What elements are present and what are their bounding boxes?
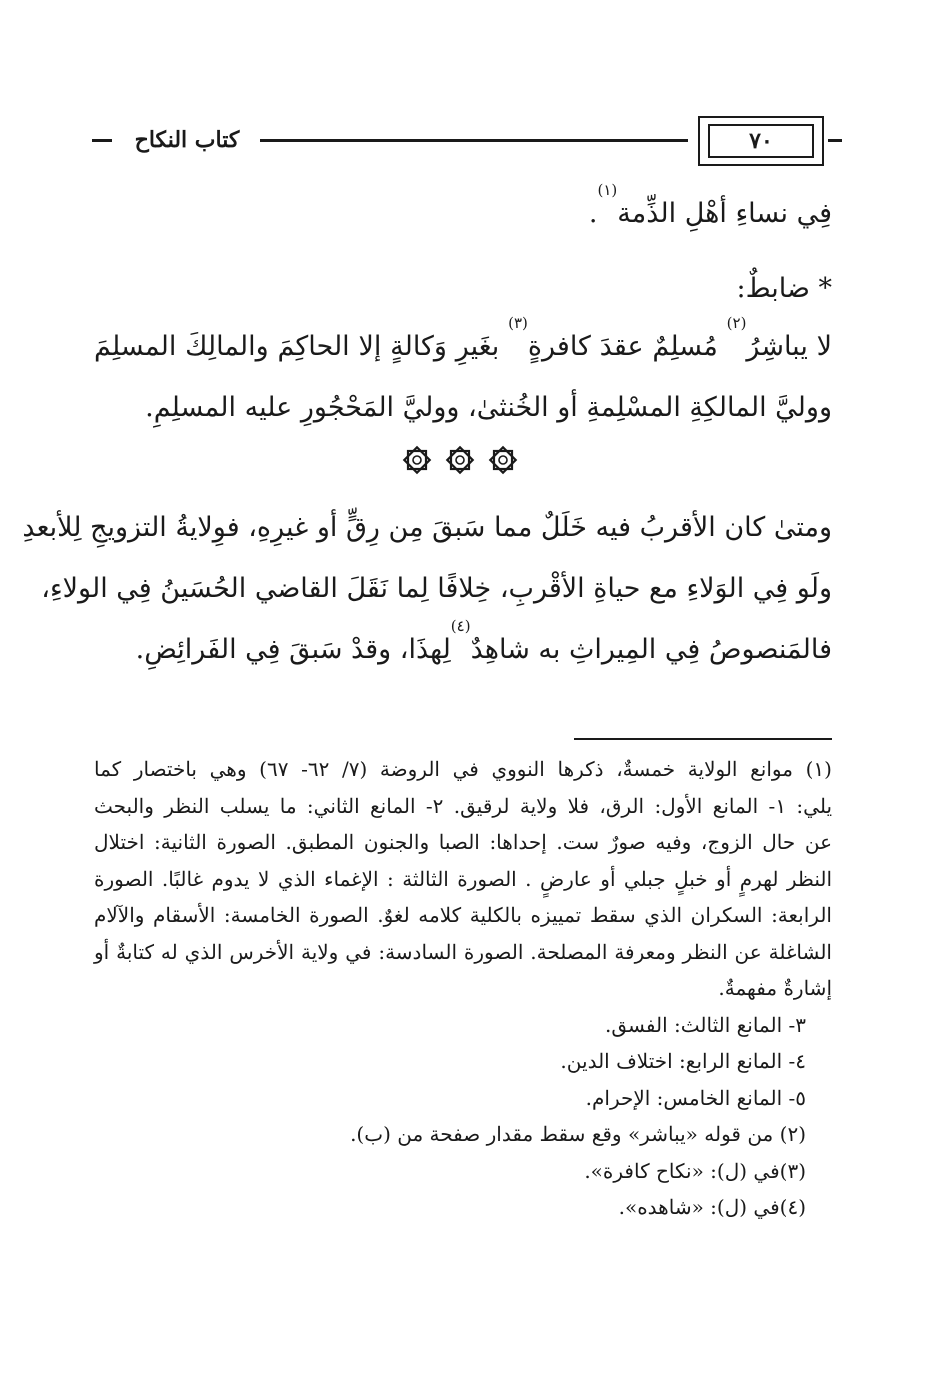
footnote-ref-4: (٤) [450,617,471,635]
paragraph-1-text: فِي نساءِ أهْلِ الذِّمة [617,198,832,229]
footnote-1-line: عن حال الزوج، وفيه صورٌ ست. إحداها: الصبا والجنون المطبق. الصورة الثانية: اختلال [94,830,832,854]
paragraph-2-line-1b: مُسلِمٌ عقدَ كافرةٍ [527,331,718,362]
footnote-ref-2: (٢) [726,314,747,332]
footnote-separator [574,738,832,740]
footnote-ref-1: (١) [597,181,618,199]
footnote-1-line: إشارةٌ مفهمةٌ. [718,976,832,1000]
section-heading-text: * ضابطٌ: [736,273,832,304]
ornament-star-icon [443,443,477,477]
running-title: كتاب النكاح [134,127,240,153]
footnote-1-item: ٤- المانع الرابع: اختلاف الدين. [560,1049,806,1073]
footnote-2: (٢) من قوله «يباشر» وقع سقط مقدار صفحة من (ب). [350,1122,806,1146]
page-header [92,112,838,170]
header-rule-middle [260,139,688,142]
footnote-1-item: ٣- المانع الثالث: الفسق. [605,1012,806,1037]
footnote-1-line: النظر لهرمٍ أو خبلٍ جبلي أو عارضٍ . الصورة الثالثة : الإغماء الذي لا يدوم غالبًا. الصورة [94,866,832,891]
section-heading [94,258,832,319]
paragraph-2-line-2: ووليَّ المالكِةِ المسْلِمةِ أو الخُنثىٰ، ووليَّ المَحْجُورِ عليه المسلِمِ. [145,392,832,423]
paragraph-3 [22,497,832,680]
paragraph-3-line-3b: لِهذَا، وقدْ سَبقَ فِي الفَرائِضِ. [135,634,451,665]
paragraph-1-end: . [588,198,598,229]
footnotes [94,751,832,1226]
paragraph-3-line-1: ومتىٰ كان الأقربُ فيه خَلَلٌ مما سَبقَ مِن رِقٍّ أو غيرِهِ، فوِلايةُ التزويجِ لِلأبعدِ [22,512,832,543]
header-rule-left [92,139,112,142]
footnote-1-line: الرابعة: السكران الذي سقط تمييزه بالكلية كلامه لغوٌ. الصورة الخامسة: الأسقام والآلام [94,903,832,927]
footnote-1-line: الشاغلة عن النظر ومعرفة المصلحة. الصورة السادسة: في ولاية الأخرس الذي له كتابةٌ أو [94,939,832,964]
footnote-3: (٣)في (ل): «نكاح كافرة». [584,1158,806,1183]
footnote-1-line: يلي: ١- المانع الأول: الرق، فلا ولاية لرقيق. ٢- المانع الثاني: ما يسلب النظر والبحث [94,793,833,818]
paragraph-2 [94,316,832,438]
footnote-ref-3: (٣) [508,314,528,332]
ornament-star-icon [486,443,520,477]
paragraph-3-line-3a: فالمَنصوصُ فِي المِيراثِ به شاهِدٌ [470,634,832,665]
paragraph-2-line-1c: بغَيرِ وَكالةٍ إلا الحاكِمَ والمالِكَ المسلِمَ [94,331,500,362]
paragraph-3-line-2: ولَو فِي الوَلاءِ مع حياةِ الأقْربِ، خِلافًا لِما نَقَلَ القاضي الحُسَينُ فِي الولاءِ، [41,573,832,604]
paragraph-2-line-1a: لا يباشِرُ [746,331,833,362]
footnote-4: (٤)في (ل): «شاهده». [618,1195,806,1219]
header-rule-right [828,139,842,142]
footnote-1-line: (١) موانع الولاية خمسةٌ، ذكرها النووي في الروضة (٧/ ٦٢- ٦٧) وهي باختصار كما [94,757,832,781]
ornament-star-icon [400,443,434,477]
paragraph-1 [94,183,832,244]
page-number: ٧٠ [708,124,814,158]
page-number-box [698,116,824,166]
section-ornament [400,440,520,480]
footnote-1-item: ٥- المانع الخامس: الإحرام. [585,1085,806,1110]
